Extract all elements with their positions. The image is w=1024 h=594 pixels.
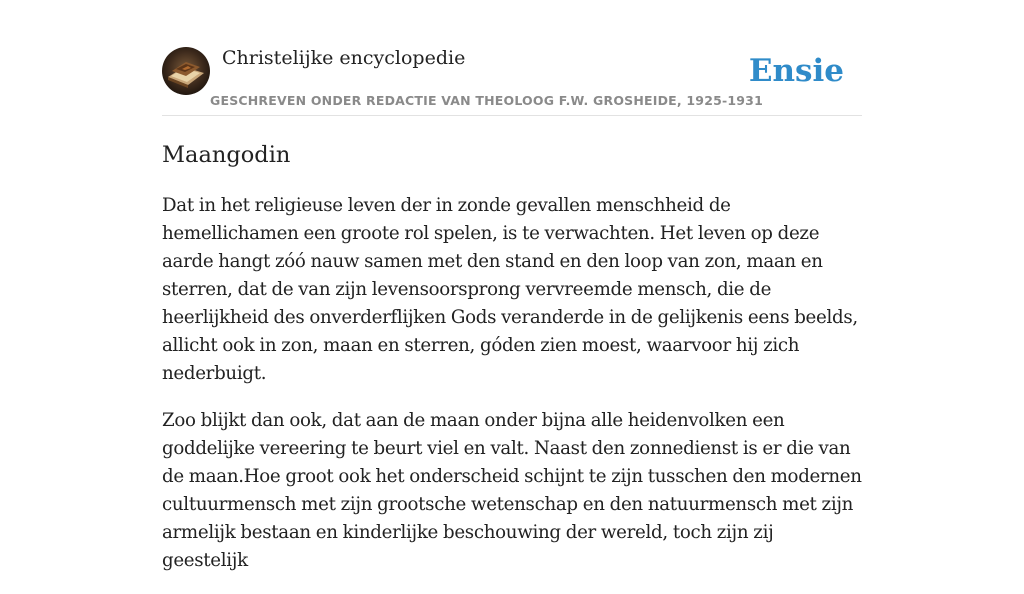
article-paragraph: Zoo blijkt dan ook, dat aan de maan onder bijna alle heidenvolken een goddelijke vereering te beurt viel en valt. Naast den zonnedienst is er die van de maan.Hoe groot ook het onderscheid schijnt te zijn tusschen den modernen cultuurmensch met zijn grootsche wetenschap en den natuurmensch met zijn armelijk bestaan en kinderlijke beschouwing der wereld, toch zijn zij geestelijk bbox=[162, 410, 862, 571]
book-header bbox=[162, 46, 862, 116]
article-body bbox=[162, 192, 862, 594]
book-cover-icon[interactable] bbox=[162, 47, 210, 95]
book-title[interactable]: Christelijke encyclopedie bbox=[222, 47, 466, 69]
article-paragraph: Dat in het religieuse leven der in zonde gevallen menschheid de hemellichamen een groote rol spelen, is te verwachten. Het leven op deze aarde hangt zóó nauw samen met den stand en den loop van zon, maan en sterren, dat de van zijn levensoorsprong vervreemde mensch, die de heerlijkheid des onverderflijken Gods veranderde in de gelijkenis eens beelds, allicht ook in zon, maan en sterren, góden zien moest, waarvoor hij zich nederbuigt. bbox=[162, 195, 858, 384]
ensie-logo-link[interactable]: Ensie bbox=[748, 53, 844, 89]
book-subtitle: GESCHREVEN ONDER REDACTIE VAN THEOLOOG F.W. GROSHEIDE, 1925-1931 bbox=[210, 93, 763, 108]
article-title: Maangodin bbox=[162, 142, 291, 168]
